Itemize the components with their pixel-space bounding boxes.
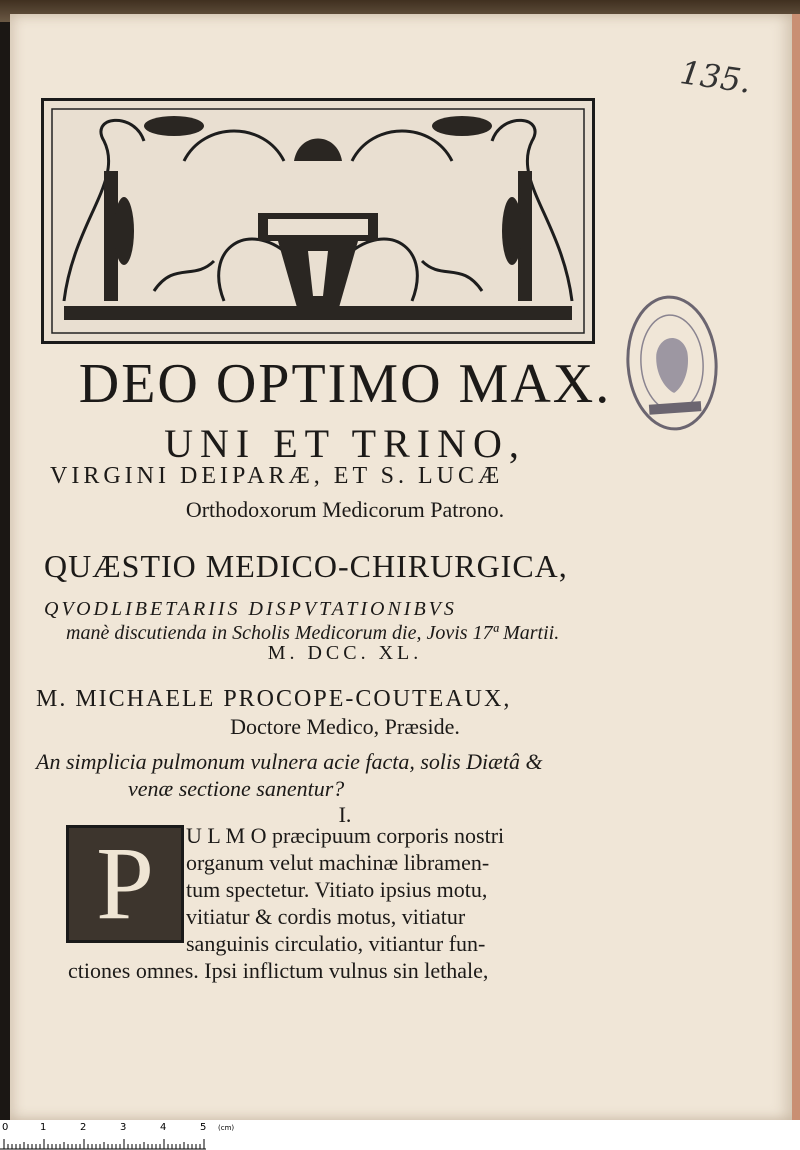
ruler-tick-label: 4	[160, 1122, 167, 1133]
dedication-virgin: VIRGINI DEIPARÆ, ET S. LUCÆ	[50, 463, 504, 489]
praeses-name: M. MICHAELE PROCOPE-COUTEAUX,	[36, 686, 512, 712]
folio-number: 135.	[677, 53, 754, 101]
date-line: manè discutienda in Scholis Medicorum die, Jovis 17ª Martii.	[66, 622, 560, 644]
body-line: vitiatur & cordis motus, vitiatur	[186, 904, 466, 929]
thesis-line-1: An simplicia pulmonum vulnera acie facta, solis Diætâ &	[36, 749, 543, 774]
body-line: organum velut machinæ libramen-	[186, 850, 490, 875]
ruler-tick-label: 0	[2, 1122, 9, 1133]
question-heading: QUÆSTIO MEDICO-CHIRURGICA,	[44, 548, 568, 584]
year-line: M. DCC. XL.	[267, 642, 423, 664]
decorated-initial	[66, 825, 184, 943]
ruler-tick-label: 2	[80, 1122, 87, 1133]
page-edge	[792, 14, 800, 1120]
ornamental-headpiece	[41, 98, 595, 344]
dedication-title: DEO OPTIMO MAX.	[78, 353, 612, 415]
section-number: I.	[338, 802, 352, 827]
body-line: tum spectetur. Vitiato ipsius motu,	[186, 877, 488, 902]
library-stamp	[619, 290, 725, 436]
initial-letter: P	[96, 826, 154, 941]
body-line: ctiones omnes. Ipsi inflictum vulnus sin lethale,	[68, 958, 489, 983]
dedication-trinity: UNI ET TRINO,	[164, 421, 526, 466]
ruler-tick-label: 3	[120, 1122, 127, 1133]
ruler-unit: (cm)	[218, 1124, 235, 1132]
body-line: U L M O præcipuum corporis nostri	[186, 823, 505, 848]
praeses-role: Doctore Medico, Præside.	[230, 714, 460, 739]
ruler-tick-label: 1	[40, 1122, 47, 1133]
ruler-tick-label: 5	[200, 1122, 207, 1133]
thesis-line-2: venæ sectione sanentur?	[128, 776, 345, 801]
dedication-patron: Orthodoxorum Medicorum Patrono.	[185, 497, 505, 522]
disputation-line: QVODLIBETARIIS DISPVTATIONIBVS	[44, 598, 457, 620]
body-line: sanguinis circulatio, vitiantur fun-	[186, 931, 486, 956]
